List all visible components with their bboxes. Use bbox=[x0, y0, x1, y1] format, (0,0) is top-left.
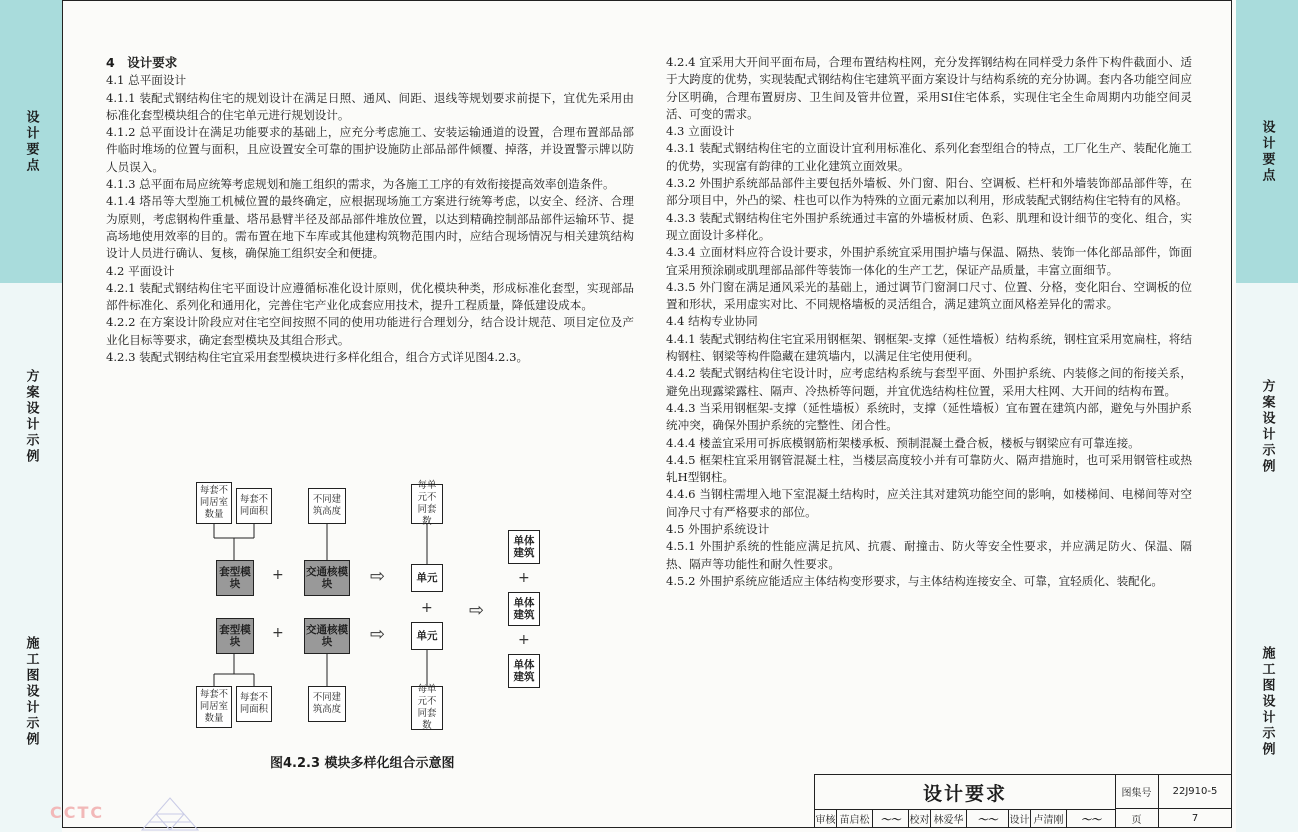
clause-paragraph: 4.4.1 装配式钢结构住宅宜采用钢框架、钢框架-支撑（延性墙板）结构系统，钢柱宜采用宽扁柱，将结构钢柱、钢梁等构件隐藏在建筑墙内，以满足住宅使用便利。 bbox=[666, 331, 1192, 364]
diagram-box-units-bottom: 每单元不同套数 bbox=[411, 686, 443, 730]
side-tab-design-points-right bbox=[1236, 0, 1298, 283]
side-tab-label: 施工图设计示例 bbox=[1259, 645, 1275, 758]
side-tab-label: 方案设计示例 bbox=[1259, 379, 1275, 475]
clause-paragraph: 4.2.3 装配式钢结构住宅宜采用套型模块进行多样化组合，组合方式详见图4.2.3。 bbox=[106, 350, 529, 365]
review-name: 苗启松 bbox=[837, 809, 873, 827]
clause-paragraph: 4.3.3 装配式钢结构住宅外围护系统通过丰富的外墙板材质、色彩、肌理和设计细节的变化、组合，实现立面设计多样化。 bbox=[666, 210, 1192, 242]
clause-paragraph: 4.1.2 总平面设计在满足功能要求的基础上，应充分考虑施工、安装运输通道的设置，合理布置部品部件临时堆场的位置与面积，且应设置安全可靠的围护设施防止部品部件倾覆、掉落，并设置警示牌以防人员误入。 bbox=[106, 125, 634, 174]
side-tab-construction-examples-right bbox=[1236, 551, 1298, 832]
clause-paragraph: 4.3.1 装配式钢结构住宅的立面设计宜利用标准化、系列化套型组合的特点，工厂化生产、装配化施工的优势，实现富有韵律的工业化建筑立面效果。 bbox=[666, 141, 1192, 173]
side-tab-scheme-examples bbox=[0, 283, 62, 551]
side-tab-label: 施工图设计示例 bbox=[23, 635, 39, 748]
side-tab-design-points bbox=[0, 0, 62, 283]
design-signature: ～～ bbox=[1081, 814, 1101, 826]
side-tab-construction-examples bbox=[0, 551, 62, 832]
right-text-column bbox=[666, 54, 1192, 590]
clause-paragraph: 4.3.5 外门窗在满足通风采光的基础上，通过调节门窗洞口尺寸、位置、分格，变化阳台、空调板的位置和形状，采用虚实对比、不同规格墙板的灵活组合，满足建筑立面风格差异化的需求。 bbox=[666, 279, 1192, 312]
diagram-box-core-module-bottom: 交通核模块 bbox=[304, 618, 350, 654]
diagram-box-rooms-top: 每套不同居室数量 bbox=[196, 482, 232, 524]
design-name: 卢清刚 bbox=[1031, 809, 1067, 827]
clause-paragraph: 4.2.2 在方案设计阶段应对住宅空间按照不同的使用功能进行合理划分，结合设计规范、项目定位及产业化目标等要求，确定套型模块及其组合形式。 bbox=[106, 315, 634, 347]
side-tab-label: 方案设计示例 bbox=[23, 369, 39, 465]
clause-paragraph: 4.4.5 框架柱宜采用钢管混凝土柱，当楼层高度较小并有可靠防火、隔声措施时，也可采用钢管柱或热轧H型钢柱。 bbox=[666, 452, 1192, 485]
module-combination-diagram bbox=[190, 478, 550, 743]
page-label: 页 bbox=[1115, 809, 1159, 827]
section-heading: 4.2 平面设计 bbox=[106, 263, 175, 278]
review-label: 审核 bbox=[815, 809, 837, 827]
design-label: 设计 bbox=[1009, 809, 1031, 827]
figure-caption: 图4.2.3 模块多样化组合示意图 bbox=[270, 756, 455, 771]
diagram-box-unit-bottom: 单元 bbox=[411, 622, 443, 650]
diagram-box-building-1: 单体建筑 bbox=[508, 530, 540, 564]
diagram-box-building-2: 单体建筑 bbox=[508, 592, 540, 626]
plus-symbol: + bbox=[518, 632, 530, 648]
clause-paragraph: 4.4.3 当采用钢框架-支撑（延性墙板）系统时，支撑（延性墙板）宜布置在建筑内部，避免与外围护系统冲突，确保外围护系统的完整性、闭合性。 bbox=[666, 400, 1192, 433]
page-title: 设计要求 bbox=[815, 775, 1116, 810]
section-heading: 4.3 立面设计 bbox=[666, 124, 735, 139]
diagram-box-height-bottom: 不同建筑高度 bbox=[308, 686, 346, 722]
clause-paragraph: 4.3.2 外围护系统部品部件主要包括外墙板、外门窗、阳台、空调板、栏杆和外墙装饰部品部件等，在部分项目中，外凸的梁、柱也可以作为特殊的立面元素加以利用，形成装配式钢结构住宅特有的风格。 bbox=[666, 176, 1192, 208]
plus-symbol: + bbox=[518, 570, 530, 586]
clause-paragraph: 4.1.3 总平面布局应统筹考虑规划和施工组织的需求，为各施工工序的有效衔接提高效率创造条件。 bbox=[106, 177, 615, 192]
clause-paragraph: 4.1.1 装配式钢结构住宅的规划设计在满足日照、通风、间距、退线等规划要求前提下，宜优先采用由标准化套型模块组合的住宅单元进行规划设计。 bbox=[106, 90, 634, 122]
section-heading: 4 设计要求 bbox=[106, 55, 178, 70]
section-heading: 4.1 总平面设计 bbox=[106, 73, 187, 88]
clause-paragraph: 4.1.4 塔吊等大型施工机械位置的最终确定，应根据现场施工方案进行统筹考虑，以安全、经济、合理为原则，考虑钢构件重量、塔吊悬臂半径及部品部件堆放位置，以达到精确控制部品部件运输环节、提高场地使用效率的目的。需布置在地下车库或其他建构筑物范围内时，应结合现场情况与相关建筑结构设计人员进行确认、复核，确保施工组织安全和便捷。 bbox=[106, 194, 634, 261]
diagram-box-height-top: 不同建筑高度 bbox=[308, 488, 346, 524]
arrow-symbol: ⇨ bbox=[370, 566, 386, 587]
clause-paragraph: 4.2.4 宜采用大开间平面布局，合理布置结构柱网，充分发挥钢结构在同样受力条件下构件截面小、适于大跨度的优势，实现装配式钢结构住宅建筑平面方案设计与结构系统的充分协调。套内各功能空间应分区明确，合理布置厨房、卫生间及管井位置，采用SI住宅体系，实现住宅全生命周期内功能空间灵活、可变的需求。 bbox=[666, 55, 1192, 121]
diagram-box-rooms-bottom: 每套不同居室数量 bbox=[196, 686, 232, 728]
clause-paragraph: 4.2.1 装配式钢结构住宅平面设计应遵循标准化设计原则，优化模块种类，形成标准化套型，实现部品部件标准化、系列化和通用化，完善住宅产业化成套应用技术，提升工程质量，降低建设成本。 bbox=[106, 280, 634, 313]
arrow-symbol: ⇨ bbox=[469, 600, 485, 621]
watermark-logo: CCTC bbox=[50, 803, 105, 822]
left-text-column bbox=[106, 54, 634, 366]
signature-row bbox=[815, 809, 1116, 827]
diagram-box-area-bottom: 每套不同面积 bbox=[236, 686, 272, 722]
check-signature: ～～ bbox=[967, 809, 1009, 827]
diagram-box-building-3: 单体建筑 bbox=[508, 654, 540, 688]
clause-paragraph: 4.4.4 楼盖宜采用可拆底模钢筋桁架楼承板、预制混凝土叠合板，楼板与钢梁应有可靠连接。 bbox=[666, 435, 1140, 450]
diagram-box-suite-module-bottom: 套型模块 bbox=[216, 618, 254, 654]
review-signature: ～～ bbox=[873, 809, 909, 827]
check-label: 校对 bbox=[909, 809, 931, 827]
section-heading: 4.5 外围护系统设计 bbox=[666, 522, 770, 537]
page-number: 7 bbox=[1191, 812, 1199, 824]
diagram-box-suite-module-top: 套型模块 bbox=[216, 560, 254, 596]
clause-paragraph: 4.4.6 当钢柱需埋入地下室混凝土结构时，应关注其对建筑功能空间的影响，如楼梯间、电梯间等对空间净尺寸有严格要求的部位。 bbox=[666, 487, 1192, 519]
arrow-symbol: ⇨ bbox=[370, 624, 386, 645]
clause-paragraph: 4.5.1 外围护系统的性能应满足抗风、抗震、耐撞击、防火等安全性要求，并应满足防火、保温、隔热、隔声等功能性和耐久性要求。 bbox=[666, 539, 1192, 571]
atlas-number: 22J910-5 bbox=[1159, 775, 1231, 809]
plus-symbol: + bbox=[421, 600, 433, 616]
check-name: 林爱华 bbox=[931, 809, 967, 827]
atlas-number-label: 图集号 bbox=[1115, 775, 1159, 809]
watermark-triangle-icon bbox=[140, 796, 200, 832]
clause-paragraph: 4.5.2 外围护系统应能适应主体结构变形要求，与主体结构连接安全、可靠，宜轻质化、装配化。 bbox=[666, 573, 1163, 588]
diagram-box-units-top: 每单元不同套数 bbox=[411, 484, 443, 524]
clause-paragraph: 4.3.4 立面材料应符合设计要求，外围护系统宜采用围护墙与保温、隔热、装饰一体化部品部件，饰面宜采用预涂刷或肌理部品部件等装饰一体化的生产工艺，保证产品质量，丰富立面细节。 bbox=[666, 245, 1192, 277]
side-tab-label: 设计要点 bbox=[1259, 119, 1275, 184]
side-tab-scheme-examples-right bbox=[1236, 283, 1298, 551]
section-heading: 4.4 结构专业协同 bbox=[666, 314, 758, 329]
diagram-box-unit-top: 单元 bbox=[411, 564, 443, 592]
title-block bbox=[814, 774, 1232, 828]
plus-symbol: + bbox=[272, 625, 284, 641]
side-tab-label: 设计要点 bbox=[23, 109, 39, 174]
plus-symbol: + bbox=[272, 567, 284, 583]
diagram-box-core-module-top: 交通核模块 bbox=[304, 560, 350, 596]
clause-paragraph: 4.4.2 装配式钢结构住宅设计时，应考虑结构系统与套型平面、外围护系统、内装修之间的衔接关系，避免出现露梁露柱、隔声、冷热桥等问题，并宜优选结构柱位置，采用大柱网、大开间的结构布置。 bbox=[666, 366, 1192, 398]
diagram-box-area-top: 每套不同面积 bbox=[236, 488, 272, 524]
